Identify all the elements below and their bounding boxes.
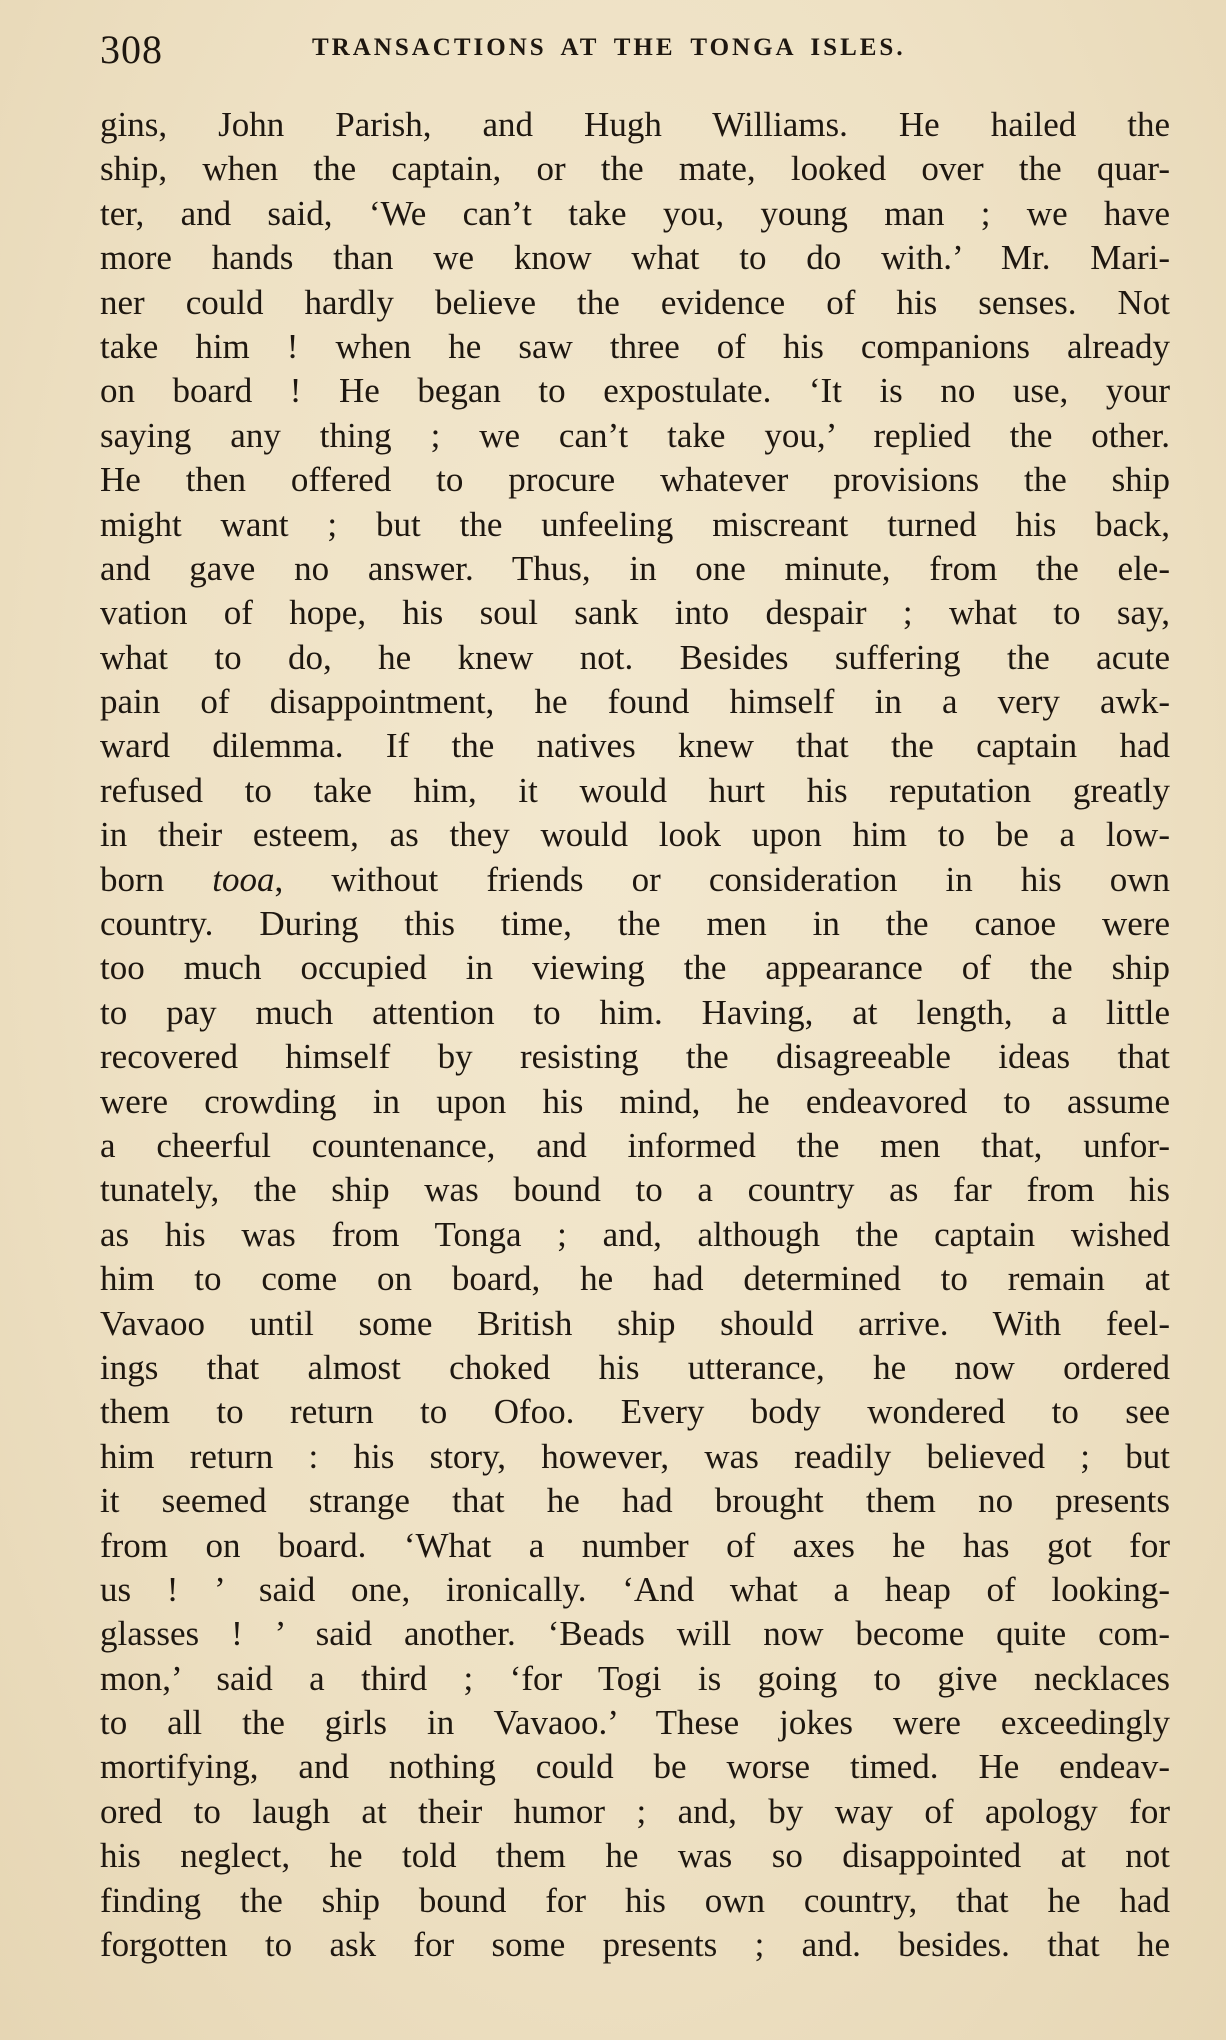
text-line: and gave no answer. Thus, in one minute, from the ele-	[100, 548, 1170, 588]
text-line: glasses ! ’ said another. ‘Beads will now become quite com-	[100, 1614, 1170, 1654]
text-line: saying any thing ; we can’t take you,’ replied the other.	[100, 415, 1170, 455]
running-head: TRANSACTIONS AT THE TONGA ISLES.	[312, 34, 906, 61]
text-line: from on board. ‘What a number of axes he has got for	[100, 1525, 1170, 1565]
text-line: were crowding in upon his mind, he endeavored to assume	[100, 1081, 1170, 1121]
text-line: vation of hope, his soul sank into despair ; what to say,	[100, 593, 1170, 633]
text-line: take him ! when he saw three of his companions already	[100, 326, 1170, 366]
text-line: might want ; but the unfeeling miscreant turned his back,	[100, 504, 1170, 544]
text-line: mon,’ said a third ; ‘for Togi is going to give necklaces	[100, 1658, 1170, 1698]
text-line: what to do, he knew not. Besides suffering the acute	[100, 637, 1170, 677]
text-line: gins, John Parish, and Hugh Williams. He hailed the	[100, 105, 1170, 144]
line-text-before: born	[100, 859, 213, 899]
text-line: ship, when the captain, or the mate, looked over the quar-	[100, 149, 1170, 189]
text-line: recovered himself by resisting the disagreeable ideas that	[100, 1037, 1170, 1077]
text-line: tunately, the ship was bound to a country as far from his	[100, 1170, 1170, 1210]
text-line: in their esteem, as they would look upon him to be a low-	[100, 815, 1170, 855]
text-line: finding the ship bound for his own country, that he had	[100, 1880, 1170, 1920]
body-text	[100, 103, 1170, 1967]
page-header	[100, 22, 1170, 82]
text-line: it seemed strange that he had brought them no presents	[100, 1481, 1170, 1521]
text-line: to all the girls in Vavaoo.’ These jokes were exceedingly	[100, 1703, 1170, 1743]
text-line: more hands than we know what to do with.’ Mr. Mari-	[100, 238, 1170, 278]
text-line: ings that almost choked his utterance, he now ordered	[100, 1347, 1170, 1387]
text-line: as his was from Tonga ; and, although the captain wished	[100, 1214, 1170, 1254]
text-line: pain of disappointment, he found himself in a very awk-	[100, 682, 1170, 722]
text-line: forgotten to ask for some presents ; and. besides. that he	[100, 1925, 1170, 1965]
text-line: too much occupied in viewing the appearance of the ship	[100, 948, 1170, 988]
text-line: ter, and said, ‘We can’t take you, young man ; we have	[100, 193, 1170, 233]
text-line: a cheerful countenance, and informed the men that, unfor-	[100, 1125, 1170, 1165]
text-line: him return : his story, however, was readily believed ; but	[100, 1436, 1170, 1476]
text-line: Vavaoo until some British ship should arrive. With feel-	[100, 1303, 1170, 1343]
text-line: country. During this time, the men in the canoe were	[100, 904, 1170, 944]
text-line: us ! ’ said one, ironically. ‘And what a heap of looking-	[100, 1569, 1170, 1609]
line-text-after: , without friends or consideration in his own	[274, 859, 1170, 899]
text-line: mortifying, and nothing could be worse timed. He endeav-	[100, 1747, 1170, 1787]
text-line: ored to laugh at their humor ; and, by way of apology for	[100, 1791, 1170, 1831]
text-line: to pay much attention to him. Having, at length, a little	[100, 992, 1170, 1032]
page-number: 308	[100, 27, 163, 72]
italic-word: tooa	[212, 859, 275, 899]
text-line: ward dilemma. If the natives knew that the captain had	[100, 726, 1170, 766]
text-line: his neglect, he told them he was so disappointed at not	[100, 1836, 1170, 1876]
text-line: refused to take him, it would hurt his reputation greatly	[100, 770, 1170, 810]
text-line: ner could hardly believe the evidence of his senses. Not	[100, 282, 1170, 322]
text-line: him to come on board, he had determined to remain at	[100, 1259, 1170, 1299]
text-line: He then offered to procure whatever provisions the ship	[100, 460, 1170, 500]
text-line: them to return to Ofoo. Every body wondered to see	[100, 1392, 1170, 1432]
text-line: on board ! He began to expostulate. ‘It is no use, your	[100, 371, 1170, 411]
text-line-italic	[100, 858, 1170, 902]
